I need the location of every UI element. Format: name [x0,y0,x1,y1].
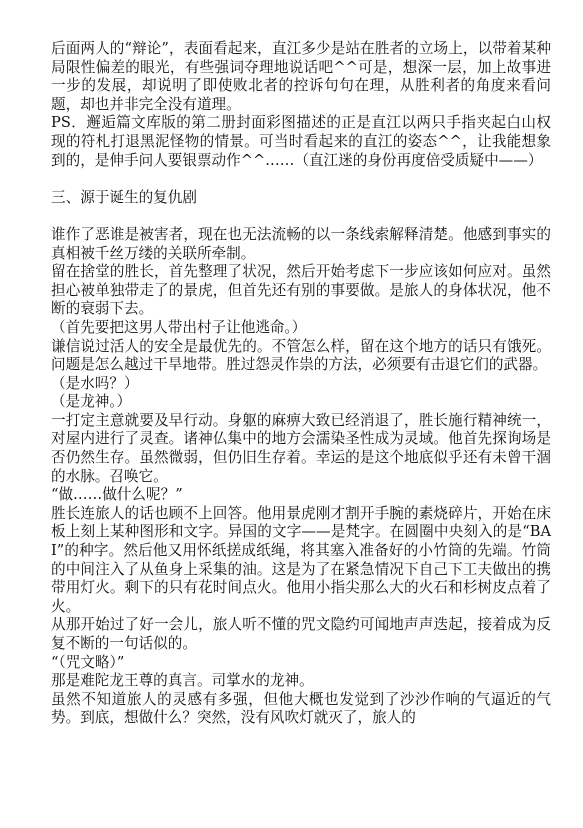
body-paragraph: 从那开始过了好一会儿，旅人听不懂的咒文隐约可闻地声声迭起，接着成为反复不断的一句话似的。 [51,616,551,652]
body-paragraph: 虽然不知道旅人的灵感有多强，但他大概也发觉到了沙沙作响的气逼近的气势。到底，想做什么？突然，没有风吹灯就灭了，旅人的 [51,690,551,727]
body-paragraph: 一打定主意就要及早行动。身躯的麻痹大致已经消退了，胜长施行精神统一，对屋内进行了灵查。诸神仏集中的地方会濡染圣性成为灵域。他首先探询场是否仍然生存。虽然微弱，但仍旧生存着。幸运的是这个地底似乎还有未曾干涸的水脉。召唤它。 [51,411,551,485]
body-paragraph: 那是难陀龙王尊的真言。司掌水的龙神。 [51,672,314,690]
body-paragraph: “做……做什么呢？” [51,486,183,504]
section-title: 三、源于诞生的复仇剧 [51,188,197,206]
document-page [51,40,551,728]
body-paragraph: 谁作了恶谁是被害者，现在也无法流畅的以一条线索解释清楚。他感到事实的真相被千丝万缕的关联所牵制。 [51,225,551,262]
body-paragraph: 谦信说过活人的安全是最优先的。不管怎么样，留在这个地方的话只有饿死。问题是怎么越过干旱地带。胜过怨灵作祟的方法，必须要有击退它们的武器。 [51,337,551,374]
body-paragraph: （是龙神。） [51,393,132,411]
body-paragraph: “（咒文略）” [51,653,125,671]
spacer [51,170,551,189]
body-paragraph: 胜长连旅人的话也顾不上回答。他用景虎刚才割开手腕的素烧碎片，开始在床板上刻上某种图形和文字。异国的文字——是梵字。在圆圈中央刻入的是“BAI”的种字。然后他又用怀纸搓成纸绳，将其塞入准备好的小竹筒的先端。竹筒的中间注入了从鱼身上采集的油。这是为了在紧急情况下自己下工夫做出的携带用灯火。剩下的只有花时间点火。他用小指尖那么大的火石和杉树皮点着了火。 [51,504,551,615]
body-paragraph: （是水吗？） [51,374,139,392]
spacer [51,207,551,226]
body-paragraph: （首先要把这男人带出村子让他逃命。） [51,318,307,336]
body-paragraph: 留在捨堂的胜长，首先整理了状况，然后开始考虑下一步应该如何应对。虽然担心被单独带走了的景虎，但首先还有别的事要做。是旅人的身体状况，他不断的衰弱下去。 [51,263,551,318]
intro-paragraph-ps: PS．邂逅篇文库版的第二册封面彩图描述的正是直江以两只手指夹起白山权现的符札打退黑泥怪物的情景。可当时看起来的直江的姿态^^，让我能想象到的，是伸手问人要银票动作^^……（直江迷的身份再度倍受质疑中——） [51,114,551,169]
intro-paragraph-1: 后面两人的“辩论”，表面看起来，直江多少是站在胜者的立场上，以带着某种局限性偏差的眼光，有些强词夺理地说话吧^^可是，想深一层，加上故事进一步的发展，却说明了即使败北者的控诉句句在理，从胜利者的角度来看问题，却也并非完全没有道理。 [51,40,551,113]
